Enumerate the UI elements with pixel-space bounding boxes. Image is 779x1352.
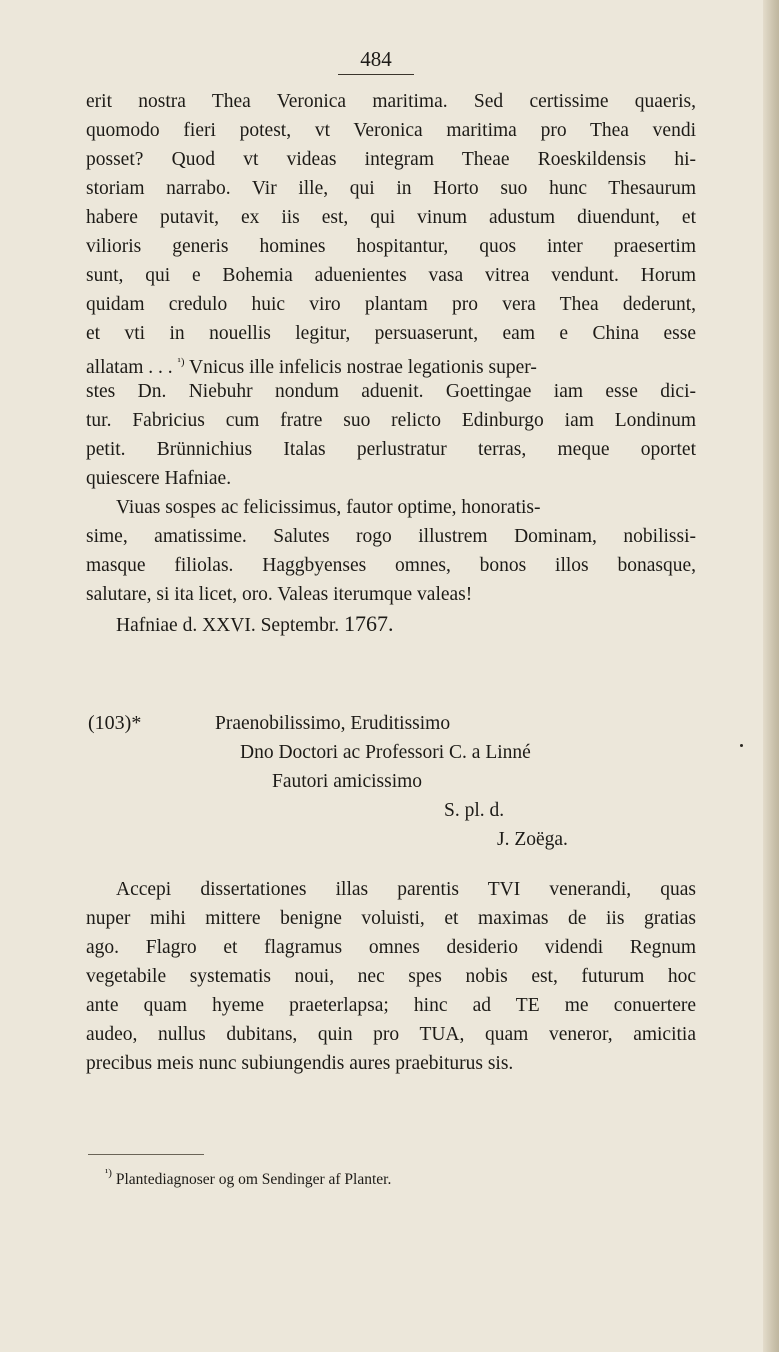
text-line: ante quam hyeme praeterlapsa; hinc ad TE me conuertere — [86, 995, 696, 1016]
text-line: stes Dn. Niebuhr nondum aduenit. Goettingae iam esse dici- — [86, 381, 696, 402]
text-line: precibus meis nunc subiungendis aures praebiturus sis. — [86, 1053, 514, 1074]
text-line: petit. Brünnichius Italas perlustratur terras, meque oportet — [86, 439, 696, 460]
text-line: tur. Fabricius cum fratre suo relicto Edinburgo iam Londinum — [86, 410, 696, 431]
paragraph-1 — [86, 87, 696, 638]
text-line: vegetabile systematis noui, nec spes nobis est, futurum hoc — [86, 966, 696, 987]
text-fragment: Vnicus ille infelicis nostrae legationis super- — [184, 357, 537, 378]
signature: J. Zoëga. — [497, 829, 568, 850]
text-line: Viuas sospes ac felicissimus, fautor optime, honoratis- — [116, 497, 541, 518]
text-line: masque filiolas. Haggbyenses omnes, bonos illos bonasque, — [86, 555, 696, 576]
footnote-reference: ¹) — [177, 356, 185, 368]
text-line: audeo, nullus dubitans, quin pro TUA, quam veneror, amicitia — [86, 1024, 696, 1045]
address-line-1: Praenobilissimo, Eruditissimo — [215, 713, 451, 734]
page-number-rule — [338, 74, 414, 75]
text-line: sime, amatissime. Salutes rogo illustrem Dominam, nobilissi- — [86, 526, 696, 547]
address-line-2: Dno Doctori ac Professori C. a Linné — [240, 742, 531, 763]
text-line: storiam narrabo. Vir ille, qui in Horto suo hunc Thesaurum — [86, 178, 696, 199]
greeting-abbrev: S. pl. d. — [444, 800, 505, 821]
text-fragment: allatam . . . — [86, 357, 178, 378]
text-line: quomodo fieri potest, vt Veronica maritima pro Thea vendi — [86, 120, 696, 141]
page-edge — [763, 0, 779, 1352]
ink-speck — [740, 744, 743, 747]
text-line: quiescere Hafniae. — [86, 468, 232, 489]
text-line: posset? Quod vt videas integram Theae Roeskildensis hi- — [86, 149, 696, 170]
footnote-rule — [88, 1154, 204, 1155]
text-line: vilioris generis homines hospitantur, quos inter praesertim — [86, 236, 696, 257]
dateline-text: Hafniae d. XXVI. Septembr. — [116, 615, 340, 636]
text-line: ago. Flagro et flagramus omnes desiderio videndi Regnum — [86, 937, 696, 958]
address-line-3: Fautori amicissimo — [272, 771, 423, 792]
letter-number: (103)* — [88, 712, 142, 734]
footnote-text: Plantediagnoser og om Sendinger af Planter. — [115, 1171, 392, 1188]
text-line: erit nostra Thea Veronica maritima. Sed certissime quaeris, — [86, 91, 696, 112]
text-line: Accepi dissertationes illas parentis TVI venerandi, quas — [116, 879, 696, 900]
page-number: 484 — [360, 47, 392, 71]
text-line: salutare, si ita licet, oro. Valeas iterumque valeas! — [86, 584, 473, 605]
text-line: nuper mihi mittere benigne voluisti, et maximas de iis gratias — [86, 908, 696, 929]
text-line: habere putavit, ex iis est, qui vinum adustum diuendunt, et — [86, 207, 696, 228]
footnote — [105, 1163, 391, 1190]
dateline — [86, 609, 696, 638]
dateline-year: 1767. — [343, 611, 394, 636]
text-line-with-footnote — [86, 348, 696, 377]
text-line: quidam credulo huic viro plantam pro vera Thea dederunt, — [86, 294, 696, 315]
paragraph-3 — [86, 875, 696, 1078]
text-line: et vti in nouellis legitur, persuaserunt, eam e China esse — [86, 323, 696, 344]
footnote-marker: ¹) — [105, 1167, 112, 1179]
text-line: sunt, qui e Bohemia aduenientes vasa vitrea vendunt. Horum — [86, 265, 696, 286]
